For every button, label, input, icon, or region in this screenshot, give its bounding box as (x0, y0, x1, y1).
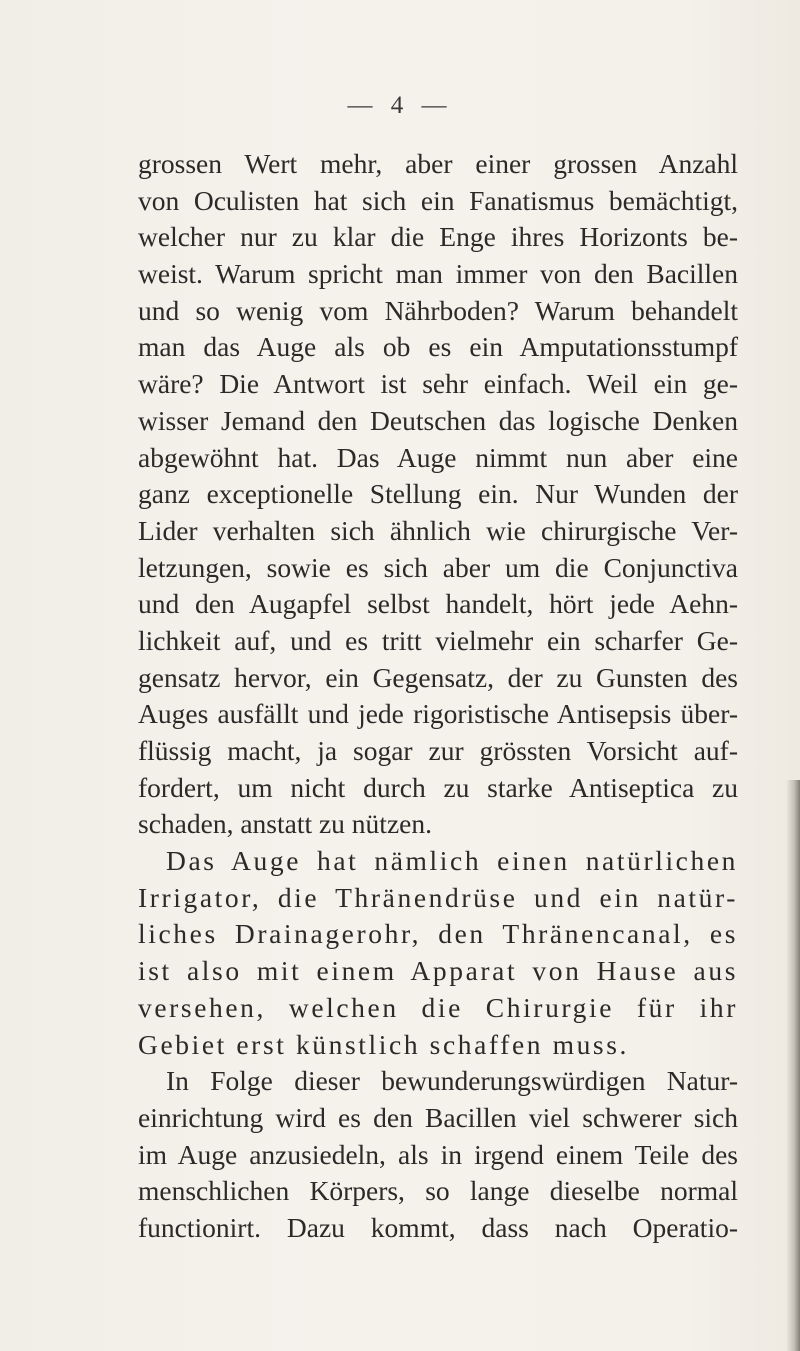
text-line: flüssig macht, ja sogar zur grössten Vorsicht auf- (138, 735, 738, 766)
text-line: wäre? Die Antwort ist sehr einfach. Weil ein ge- (138, 368, 738, 400)
text-line: versehen, welchen die Chirurgie für ihr (138, 991, 738, 1023)
text-line: Lider verhalten sich ähnlich wie chirurgische Ver- (138, 514, 738, 546)
paragraph-start-line: In Folge dieser bewunderungswürdigen Natur- (166, 1065, 738, 1097)
text-line: functionirt. Dazu kommt, dass nach Operatio- (138, 1211, 738, 1243)
text-line: wisser Jemand den Deutschen das logische Denken (138, 404, 738, 436)
text-line: einrichtung wird es den Bacillen viel schwerer sich (138, 1101, 738, 1133)
text-line: fordert, um nicht durch zu starke Antiseptica zu (138, 771, 738, 803)
text-line: Auges ausfällt und jede rigoristische Antisepsis über- (138, 698, 738, 730)
text-line: liches Drainagerohr, den Thränencanal, es (138, 918, 738, 950)
text-line: von Oculisten hat sich ein Fanatismus bemächtigt, (138, 184, 738, 216)
paragraph-end-line: Gebiet erst künstlich schaffen muss. (138, 1028, 629, 1060)
text-line: im Auge anzusiedeln, als in irgend einem Teile des (138, 1138, 738, 1170)
text-line: Irrigator, die Thränendrüse und ein natür- (138, 881, 738, 913)
body-text (138, 146, 738, 1247)
text-line: welcher nur zu klar die Enge ihres Horizonts be- (138, 221, 738, 253)
paragraph-start-line: Das Auge hat nämlich einen natürlichen (166, 845, 738, 877)
text-line: und so wenig vom Nährboden? Warum behandelt (138, 294, 738, 326)
text-line: letzungen, sowie es sich aber um die Conjunctiva (138, 551, 738, 583)
text-line: abgewöhnt hat. Das Auge nimmt nun aber eine (138, 441, 738, 473)
text-line: und den Augapfel selbst handelt, hört jede Aehn- (138, 588, 738, 620)
text-line: lichkeit auf, und es tritt vielmehr ein scharfer Ge- (138, 624, 738, 656)
text-line: gensatz hervor, ein Gegensatz, der zu Gunsten des (138, 661, 738, 693)
page-edge-shadow (786, 780, 800, 1351)
text-line: grossen Wert mehr, aber einer grossen Anzahl (138, 148, 738, 179)
text-line: weist. Warum spricht man immer von den Bacillen (138, 258, 738, 290)
text-line: ganz exceptionelle Stellung ein. Nur Wunden der (138, 478, 738, 510)
text-line: man das Auge als ob es ein Amputationsstumpf (138, 331, 738, 363)
text-line: menschlichen Körpers, so lange dieselbe normal (138, 1175, 738, 1207)
page-number: — 4 — (347, 92, 453, 119)
paragraph-end-line: schaden, anstatt zu nützen. (138, 808, 432, 840)
text-line: ist also mit einem Apparat von Hause aus (138, 955, 738, 987)
